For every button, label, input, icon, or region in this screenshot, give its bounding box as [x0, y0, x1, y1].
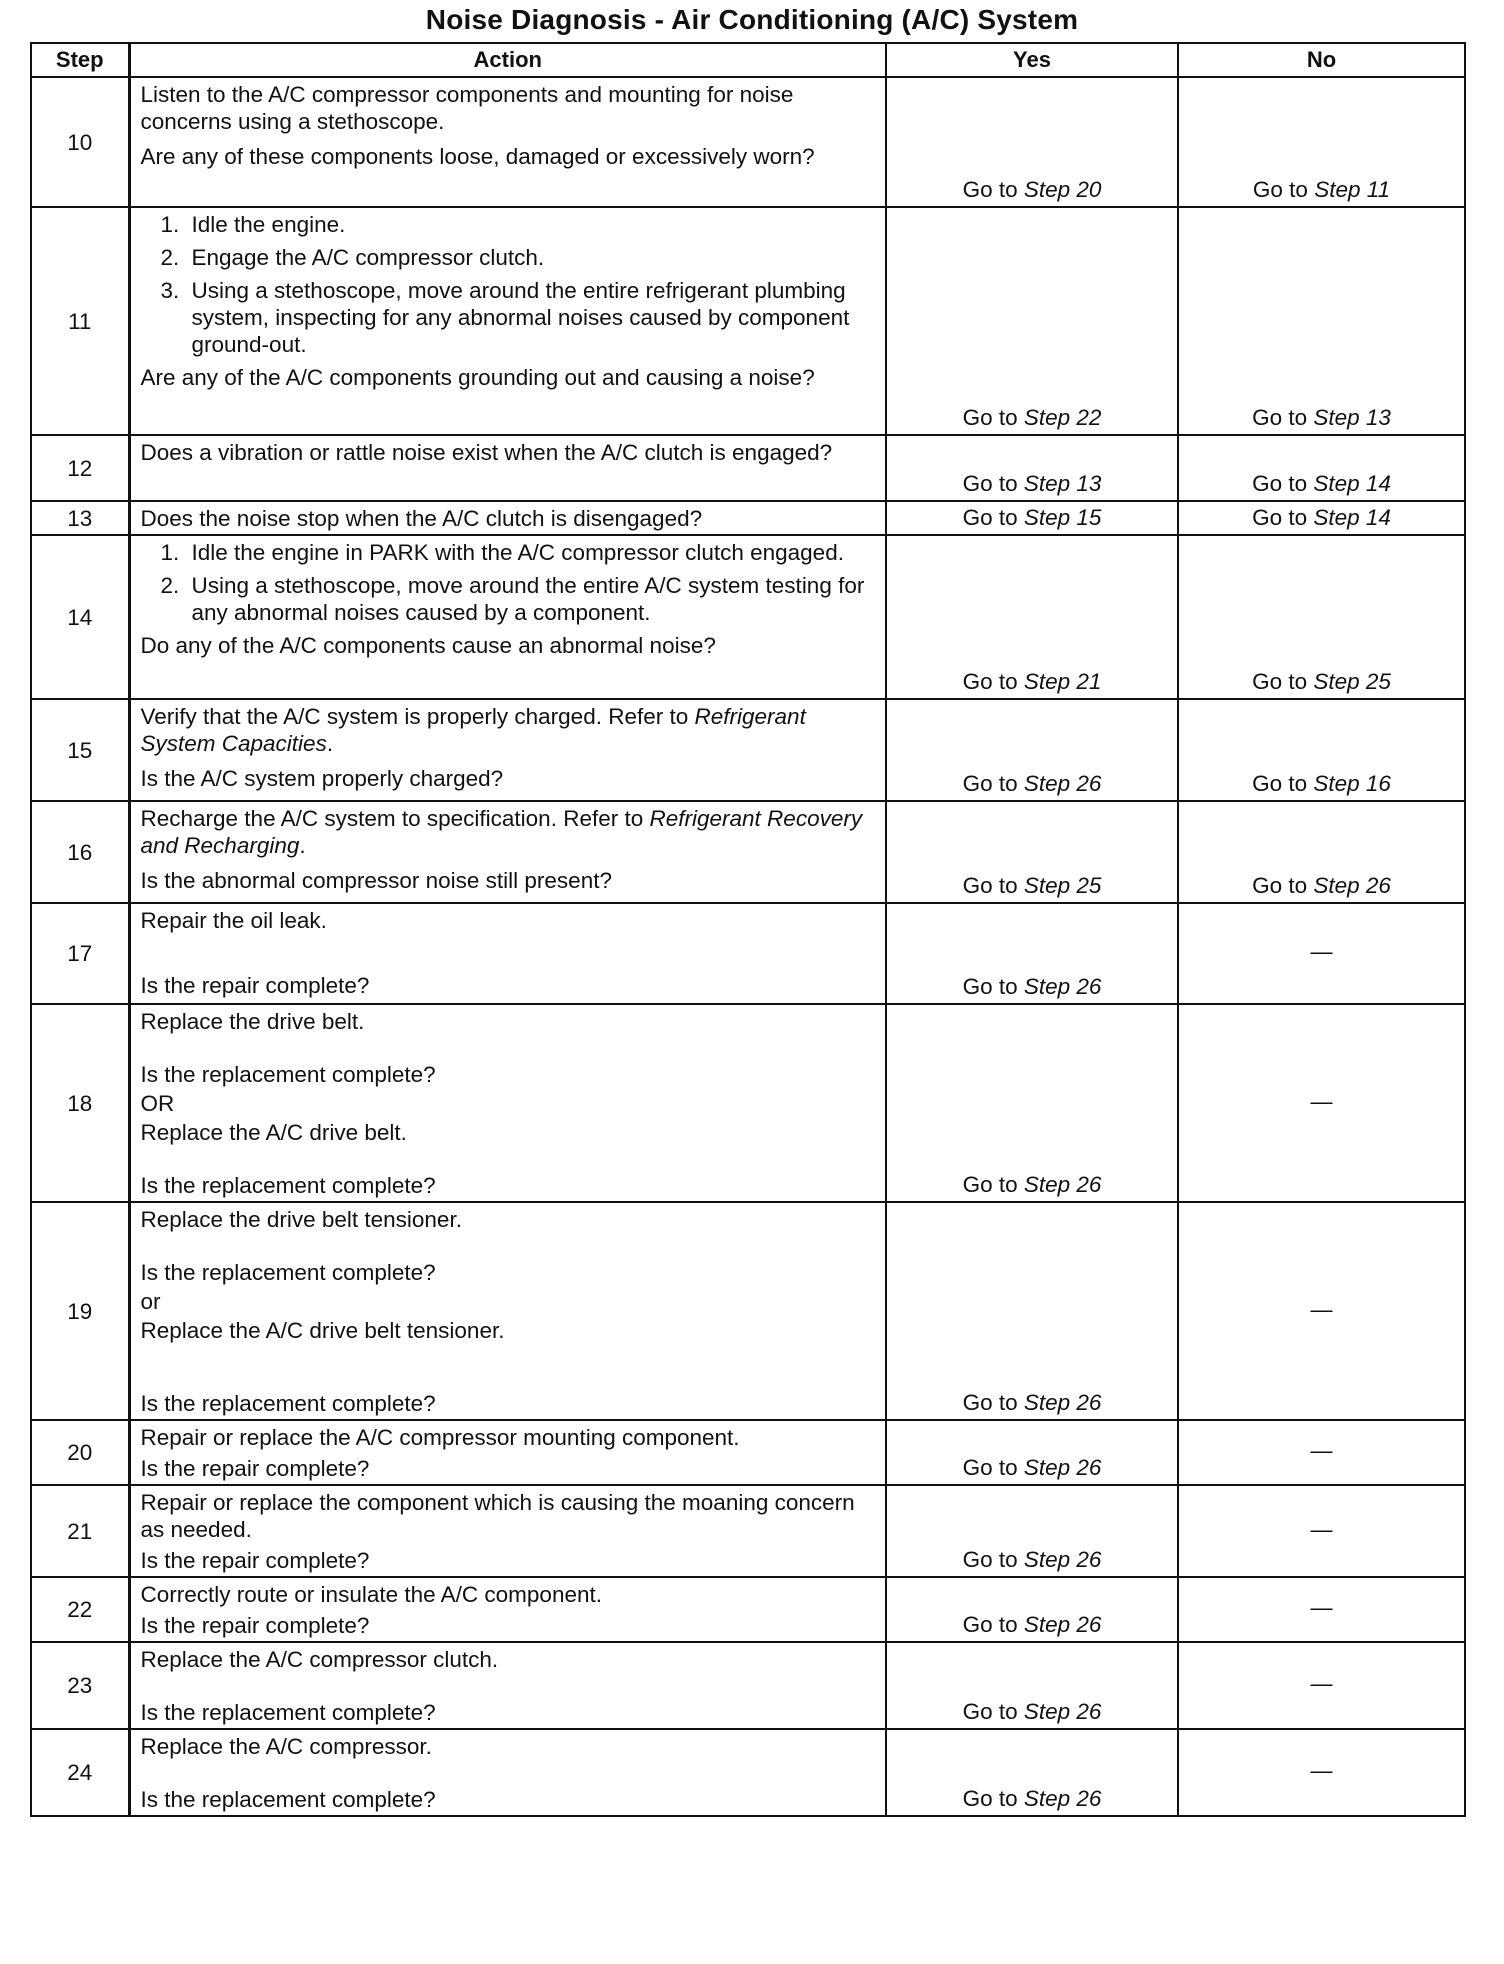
action-cell — [129, 1577, 886, 1642]
goto-step-link: Step 26 — [1023, 1547, 1102, 1572]
no-cell — [1178, 1420, 1465, 1485]
yes-cell — [886, 1004, 1178, 1202]
goto-step-link: Step 16 — [1313, 771, 1391, 796]
yes-cell — [886, 435, 1178, 501]
goto-prefix: Go to — [962, 1547, 1024, 1572]
step-number: 17 — [31, 903, 129, 1004]
goto-step-link: Step 21 — [1023, 669, 1102, 694]
table-row — [31, 207, 1465, 435]
diagnosis-table — [30, 42, 1466, 1817]
goto-step-link: Step 26 — [1023, 1699, 1102, 1724]
dash: — — [1310, 1438, 1333, 1464]
goto-step-link: Step 13 — [1313, 405, 1391, 430]
yes-cell — [886, 1202, 1178, 1420]
table-row — [31, 801, 1465, 903]
action-text-part: Recharge the A/C system to specification. Refer to — [140, 806, 644, 831]
page-title: Noise Diagnosis - Air Conditioning (A/C) System — [425, 4, 1079, 35]
table-row — [31, 77, 1465, 207]
no-cell — [1178, 1577, 1465, 1642]
list-item: 3. Using a stethoscope, move around the entire refrigerant plumbing system, inspecting for any abnormal noises caused by component ground-out. — [186, 277, 878, 358]
action-question: Is the repair complete? — [140, 1456, 370, 1481]
action-text: Replace the drive belt. — [140, 1009, 365, 1034]
action-cell — [129, 1642, 886, 1729]
action-text: Verify that the A/C system is properly charged. Refer to Refrigerant System Capacities. — [140, 704, 806, 756]
action-text: Repair or replace the A/C compressor mounting component. — [140, 1425, 740, 1450]
goto-prefix: Go to — [1252, 471, 1314, 496]
goto-prefix: Go to — [962, 669, 1024, 694]
step-number: 22 — [31, 1577, 129, 1642]
action-text: Recharge the A/C system to specification. Refer to Refrigerant Recovery and Recharging. — [140, 806, 863, 858]
action-question: Is the replacement complete? — [140, 1787, 436, 1812]
no-cell — [1178, 801, 1465, 903]
dash: — — [1310, 939, 1333, 965]
goto-step-link: Step 25 — [1023, 873, 1102, 898]
action-cell — [129, 1004, 886, 1202]
goto-prefix: Go to — [962, 771, 1024, 796]
yes-cell — [886, 207, 1178, 435]
no-cell — [1178, 501, 1465, 535]
no-cell — [1178, 207, 1465, 435]
action-cell — [129, 903, 886, 1004]
table-row — [31, 1485, 1465, 1577]
action-question: Is the repair complete? — [140, 973, 370, 998]
yes-cell — [886, 903, 1178, 1004]
dash: — — [1310, 1758, 1333, 1784]
goto-step-link: Step 26 — [1023, 1390, 1102, 1415]
action-text: Replace the drive belt tensioner. — [140, 1207, 462, 1232]
no-cell — [1178, 535, 1465, 699]
goto-prefix: Go to — [962, 177, 1024, 202]
action-text-part: Verify that the A/C system is properly charged. Refer to — [140, 704, 689, 729]
goto-step-link: Step 26 — [1313, 873, 1391, 898]
action-question: Is the abnormal compressor noise still present? — [140, 868, 612, 893]
list-item: 1. Idle the engine. — [186, 211, 878, 238]
goto-step-link: Step 26 — [1023, 1612, 1102, 1637]
no-cell — [1178, 1202, 1465, 1420]
goto-prefix: Go to — [962, 471, 1024, 496]
action-cell — [129, 501, 886, 535]
table-row — [31, 1420, 1465, 1485]
dash: — — [1310, 1671, 1333, 1697]
step-number: 20 — [31, 1420, 129, 1485]
action-text: Replace the A/C drive belt. — [140, 1120, 407, 1145]
goto-prefix: Go to — [962, 1455, 1024, 1480]
action-cell — [129, 1202, 886, 1420]
action-question: Is the repair complete? — [140, 1548, 370, 1573]
goto-step-link: Step 14 — [1313, 505, 1391, 530]
no-cell — [1178, 903, 1465, 1004]
list-item: 2. Using a stethoscope, move around the entire A/C system testing for any abnormal noises caused by a component. — [186, 572, 878, 626]
action-cell — [129, 207, 886, 435]
yes-cell — [886, 1642, 1178, 1729]
action-list — [141, 211, 878, 358]
table-row — [31, 903, 1465, 1004]
goto-prefix: Go to — [962, 1172, 1024, 1197]
dash: — — [1310, 1296, 1333, 1322]
table-row — [31, 535, 1465, 699]
or-label: OR — [140, 1091, 175, 1116]
yes-cell — [886, 501, 1178, 535]
no-cell — [1178, 77, 1465, 207]
step-number: 14 — [31, 535, 129, 699]
step-number: 24 — [31, 1729, 129, 1816]
no-cell — [1178, 1004, 1465, 1202]
goto-step-link: Step 13 — [1023, 471, 1102, 496]
goto-step-link: Step 26 — [1023, 1172, 1102, 1197]
header-yes: Yes — [886, 43, 1178, 77]
table-row — [31, 501, 1465, 535]
action-cell — [129, 435, 886, 501]
action-text: Listen to the A/C compressor components and mounting for noise concerns using a stethoscope. — [140, 82, 794, 134]
action-question: Is the replacement complete? — [140, 1700, 436, 1725]
table-row — [31, 1202, 1465, 1420]
table-header-row — [31, 43, 1465, 77]
step-number: 23 — [31, 1642, 129, 1729]
header-no: No — [1178, 43, 1465, 77]
no-cell — [1178, 1642, 1465, 1729]
goto-prefix: Go to — [1252, 505, 1314, 530]
no-cell — [1178, 1729, 1465, 1816]
no-cell — [1178, 435, 1465, 501]
goto-step-link: Step 22 — [1023, 405, 1102, 430]
goto-prefix: Go to — [962, 1786, 1024, 1811]
action-cell — [129, 1420, 886, 1485]
table-row — [31, 1004, 1465, 1202]
goto-prefix: Go to — [962, 405, 1024, 430]
step-number: 15 — [31, 699, 129, 801]
goto-step-link: Step 14 — [1313, 471, 1391, 496]
no-cell — [1178, 699, 1465, 801]
goto-prefix: Go to — [962, 1699, 1024, 1724]
goto-prefix: Go to — [962, 974, 1024, 999]
action-question: Is the replacement complete? — [140, 1260, 436, 1285]
action-cell — [129, 1485, 886, 1577]
step-number: 21 — [31, 1485, 129, 1577]
or-label: or — [140, 1289, 161, 1314]
step-number: 11 — [31, 207, 129, 435]
table-row — [31, 699, 1465, 801]
list-item: 1. Idle the engine in PARK with the A/C compressor clutch engaged. — [186, 539, 878, 566]
action-text: Correctly route or insulate the A/C component. — [140, 1582, 602, 1607]
action-question: Is the replacement complete? — [140, 1173, 436, 1198]
yes-cell — [886, 77, 1178, 207]
action-text: Replace the A/C compressor. — [140, 1734, 432, 1759]
yes-cell — [886, 1729, 1178, 1816]
goto-step-link: Step 25 — [1313, 669, 1391, 694]
header-action: Action — [129, 43, 886, 77]
goto-step-link: Step 26 — [1023, 1455, 1102, 1480]
table-row — [31, 1642, 1465, 1729]
goto-step-link: Step 15 — [1023, 505, 1102, 530]
yes-cell — [886, 535, 1178, 699]
goto-prefix: Go to — [1252, 177, 1315, 202]
table-row — [31, 1729, 1465, 1816]
header-step: Step — [31, 43, 129, 77]
action-question: Is the repair complete? — [140, 1613, 370, 1638]
dash: — — [1310, 1595, 1333, 1621]
goto-step-link: Step 26 — [1023, 771, 1102, 796]
action-text: Repair or replace the component which is causing the moaning concern as needed. — [140, 1490, 855, 1542]
goto-prefix: Go to — [962, 1612, 1024, 1637]
goto-prefix: Go to — [962, 505, 1024, 530]
no-cell — [1178, 1485, 1465, 1577]
step-number: 12 — [31, 435, 129, 501]
goto-step-link: Step 11 — [1314, 177, 1391, 202]
action-question: Is the A/C system properly charged? — [140, 766, 504, 791]
step-number: 18 — [31, 1004, 129, 1202]
action-question: Are any of the A/C components grounding out and causing a noise? — [140, 365, 815, 390]
goto-step-link: Step 20 — [1023, 177, 1102, 202]
dash: — — [1310, 1516, 1333, 1542]
reference-link: Refrigerant System Capacities — [140, 704, 806, 756]
action-question: Are any of these components loose, damaged or excessively worn? — [140, 144, 815, 169]
goto-prefix: Go to — [1252, 669, 1314, 694]
action-question: Do any of the A/C components cause an abnormal noise? — [140, 633, 716, 658]
action-cell — [129, 77, 886, 207]
yes-cell — [886, 1577, 1178, 1642]
action-cell — [129, 535, 886, 699]
goto-step-link: Step 26 — [1023, 1786, 1102, 1811]
yes-cell — [886, 1420, 1178, 1485]
action-cell — [129, 699, 886, 801]
goto-step-link: Step 26 — [1023, 974, 1102, 999]
goto-prefix: Go to — [1252, 873, 1314, 898]
reference-link: Refrigerant Recovery and Recharging — [140, 806, 863, 858]
step-number: 10 — [31, 77, 129, 207]
action-text: Repair the oil leak. — [140, 908, 327, 933]
action-cell — [129, 1729, 886, 1816]
goto-prefix: Go to — [1252, 405, 1314, 430]
action-cell — [129, 801, 886, 903]
action-text: Replace the A/C compressor clutch. — [140, 1647, 499, 1672]
action-text: Replace the A/C drive belt tensioner. — [140, 1318, 505, 1343]
yes-cell — [886, 801, 1178, 903]
dash: — — [1310, 1088, 1333, 1114]
action-list — [141, 539, 878, 626]
goto-prefix: Go to — [962, 1390, 1024, 1415]
action-question: Is the replacement complete? — [140, 1391, 436, 1416]
table-row — [31, 435, 1465, 501]
table-row — [31, 1577, 1465, 1642]
yes-cell — [886, 699, 1178, 801]
goto-prefix: Go to — [962, 873, 1024, 898]
step-number: 16 — [31, 801, 129, 903]
step-number: 13 — [31, 501, 129, 535]
action-question: Does the noise stop when the A/C clutch is disengaged? — [140, 506, 703, 531]
action-question: Is the replacement complete? — [140, 1062, 436, 1087]
list-item: 2. Engage the A/C compressor clutch. — [186, 244, 878, 271]
yes-cell — [886, 1485, 1178, 1577]
goto-prefix: Go to — [1252, 771, 1314, 796]
step-number: 19 — [31, 1202, 129, 1420]
action-question: Does a vibration or rattle noise exist when the A/C clutch is engaged? — [140, 440, 833, 465]
